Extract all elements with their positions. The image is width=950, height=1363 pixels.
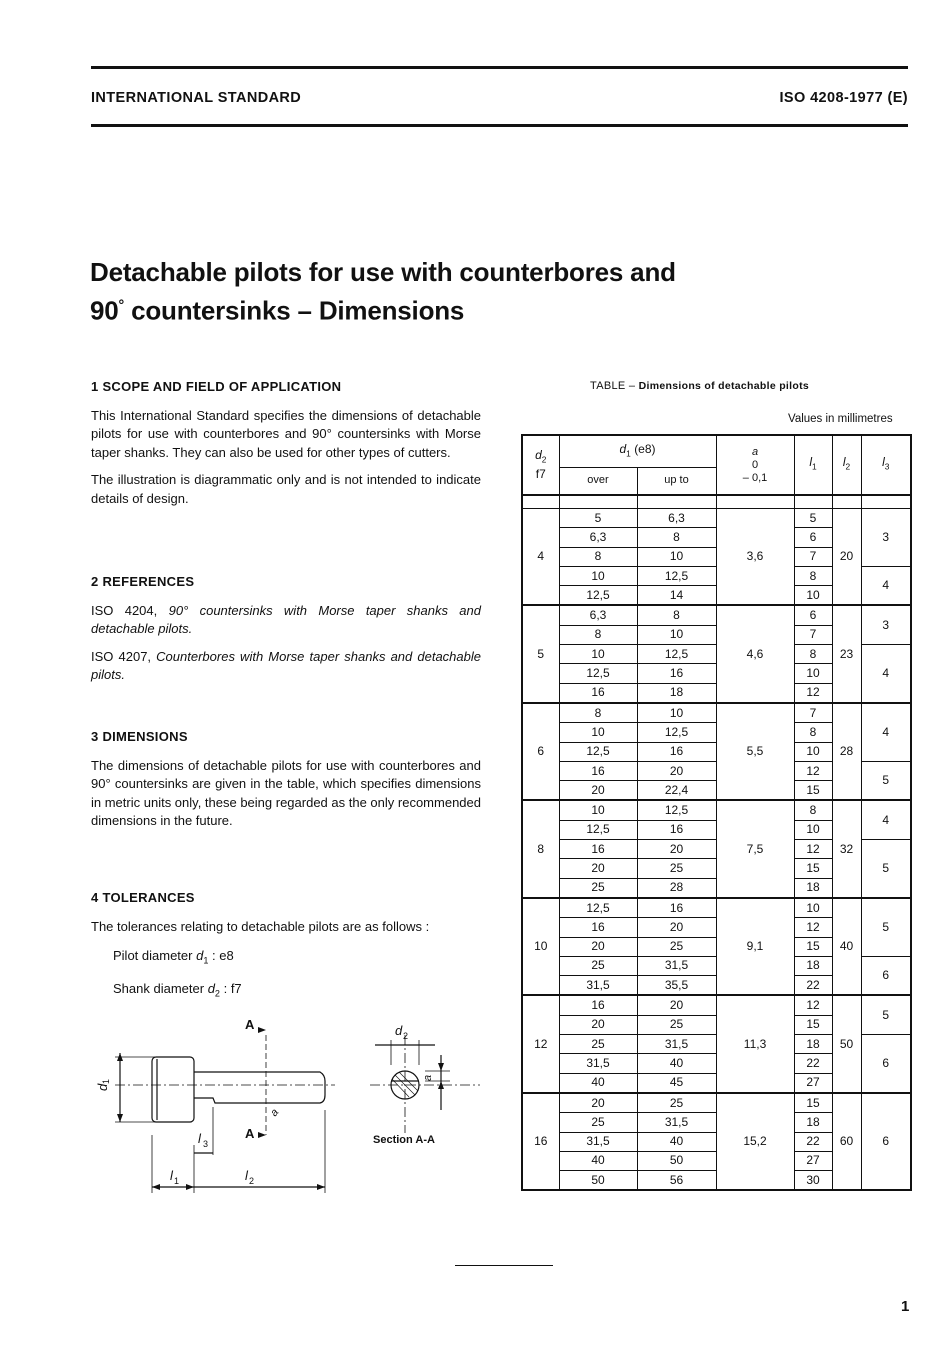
cell-d1-over: 20 <box>559 1015 637 1034</box>
cell-d1-over: 31,5 <box>559 1054 637 1073</box>
cell-d2: 5 <box>522 605 559 702</box>
document-title: Detachable pilots for use with counterbores and 90° countersinks – Dimensions <box>90 257 676 326</box>
cell-d1-over: 16 <box>559 995 637 1015</box>
cell-l1: 18 <box>794 1035 832 1054</box>
cell-d1-over: 16 <box>559 918 637 937</box>
cell-l1: 27 <box>794 1151 832 1170</box>
cell-l1: 10 <box>794 742 832 761</box>
footer-rule <box>455 1265 553 1266</box>
page-number: 1 <box>901 1298 910 1315</box>
cell-d1-over: 8 <box>559 547 637 566</box>
cell-l1: 10 <box>794 898 832 918</box>
cell-d1-up-to: 14 <box>637 586 716 606</box>
cell-l1: 18 <box>794 956 832 975</box>
cell-d1-up-to: 25 <box>637 937 716 956</box>
cell-d1-over: 5 <box>559 509 637 528</box>
label-l3: l <box>198 1131 201 1146</box>
cell-d1-over: 10 <box>559 723 637 742</box>
shank-diameter-tolerance: Shank diameter $d_2$ : f7 <box>113 981 242 999</box>
label-d2: d <box>395 1023 403 1038</box>
cell-l1: 8 <box>794 723 832 742</box>
cell-d1-over: 50 <box>559 1171 637 1191</box>
cell-l1: 22 <box>794 976 832 996</box>
table-row <box>522 509 911 528</box>
table-body <box>522 495 911 1190</box>
cell-d1-up-to: 31,5 <box>637 956 716 975</box>
table-spacer-row <box>522 495 911 509</box>
cell-d2: 10 <box>522 898 559 995</box>
cell-d1-over: 12,5 <box>559 664 637 683</box>
cell-l1: 12 <box>794 840 832 859</box>
reference-iso-4207: ISO 4207, Counterbores with Morse taper shanks and detachable pilots. <box>91 648 481 682</box>
section-caption: Section A-A <box>373 1134 435 1146</box>
cell-d1-up-to: 28 <box>637 878 716 898</box>
cell-l3: 4 <box>861 645 911 703</box>
section-1-title: 1 SCOPE AND FIELD OF APPLICATION <box>91 379 342 394</box>
cell-d1-up-to: 8 <box>637 605 716 625</box>
cell-l3: 3 <box>861 605 911 644</box>
section-label-a-bottom: A <box>245 1126 255 1141</box>
cell-d1-up-to: 16 <box>637 898 716 918</box>
cell-d1-up-to: 10 <box>637 547 716 566</box>
cell-d1-up-to: 25 <box>637 859 716 878</box>
cell-l1: 15 <box>794 1093 832 1113</box>
cell-d1-over: 6,3 <box>559 605 637 625</box>
cell-d1-over: 12,5 <box>559 742 637 761</box>
cell-l3: 6 <box>861 1035 911 1093</box>
cell-l1: 10 <box>794 586 832 606</box>
label-l1: l <box>170 1168 173 1183</box>
cell-d1-over: 6,3 <box>559 528 637 547</box>
label-d2-sub: 2 <box>403 1031 409 1041</box>
cell-d2: 8 <box>522 800 559 897</box>
cell-l3: 4 <box>861 566 911 605</box>
cell-l1: 12 <box>794 683 832 703</box>
cell-l3: 6 <box>861 956 911 995</box>
cell-d1-up-to: 40 <box>637 1132 716 1151</box>
col-l1: $l_1$ <box>794 435 832 495</box>
cell-d1-over: 8 <box>559 703 637 723</box>
col-d1-over: over <box>559 467 637 495</box>
cell-l3: 5 <box>861 840 911 898</box>
cell-d1-over: 40 <box>559 1151 637 1170</box>
cell-d1-up-to: 45 <box>637 1073 716 1093</box>
cell-l1: 12 <box>794 995 832 1015</box>
cell-d1-over: 12,5 <box>559 898 637 918</box>
cell-l1: 15 <box>794 781 832 801</box>
cell-d1-up-to: 25 <box>637 1093 716 1113</box>
label-a-section: a <box>422 1074 434 1081</box>
col-d1: $d_1$ (e8) <box>559 435 716 467</box>
label-l2: l <box>245 1168 248 1183</box>
section-3 <box>91 728 481 831</box>
label-d1-sub: 1 <box>101 1078 111 1084</box>
cell-l1: 18 <box>794 1113 832 1132</box>
cell-d1-up-to: 56 <box>637 1171 716 1191</box>
cell-l1: 8 <box>794 645 832 664</box>
section-label-a-top: A <box>245 1017 255 1032</box>
cell-d1-over: 25 <box>559 956 637 975</box>
section-4 <box>91 889 481 1003</box>
section-1-para-2: The illustration is diagrammatic only and is not intended to indicate details of design. <box>91 472 481 506</box>
cell-l1: 27 <box>794 1073 832 1093</box>
col-d1-up-to: up to <box>637 467 716 495</box>
header-right: ISO 4208-1977 (E) <box>779 90 908 106</box>
cell-l1: 22 <box>794 1054 832 1073</box>
cell-d1-up-to: 16 <box>637 742 716 761</box>
table-caption: TABLE – Dimensions of detachable pilots <box>590 380 809 392</box>
cell-a: 3,6 <box>716 509 794 606</box>
cell-a: 4,6 <box>716 605 794 702</box>
cell-d1-over: 16 <box>559 840 637 859</box>
cell-d2: 6 <box>522 703 559 800</box>
table-row <box>522 1093 911 1113</box>
cell-l2: 50 <box>832 995 861 1092</box>
cell-d1-up-to: 12,5 <box>637 566 716 585</box>
cell-l1: 5 <box>794 509 832 528</box>
header-bottom-rule <box>91 124 908 127</box>
cell-l1: 18 <box>794 878 832 898</box>
cell-d1-over: 12,5 <box>559 586 637 606</box>
cell-d1-over: 8 <box>559 625 637 644</box>
table-header-row <box>522 435 911 467</box>
pilot-shank <box>194 1072 325 1103</box>
cell-a: 15,2 <box>716 1093 794 1190</box>
cell-d1-over: 40 <box>559 1073 637 1093</box>
section-4-para-1: The tolerances relating to detachable pilots are as follows : <box>91 918 430 934</box>
cell-d1-over: 10 <box>559 800 637 820</box>
cell-l2: 28 <box>832 703 861 800</box>
cell-l2: 20 <box>832 509 861 606</box>
cell-d1-over: 12,5 <box>559 820 637 839</box>
cell-d1-up-to: 20 <box>637 761 716 780</box>
cell-d1-up-to: 18 <box>637 683 716 703</box>
cell-a: 7,5 <box>716 800 794 897</box>
cell-d1-over: 10 <box>559 566 637 585</box>
cell-l1: 6 <box>794 605 832 625</box>
reference-iso-4204: ISO 4204, 90° countersinks with Morse taper shanks and detachable pilots. <box>91 602 481 636</box>
cell-d1-up-to: 31,5 <box>637 1035 716 1054</box>
cell-d2: 16 <box>522 1093 559 1190</box>
cell-l3: 5 <box>861 898 911 956</box>
cell-d1-up-to: 20 <box>637 840 716 859</box>
cell-a: 5,5 <box>716 703 794 800</box>
cell-l1: 6 <box>794 528 832 547</box>
label-l3-sub: 3 <box>203 1139 209 1149</box>
cell-l2: 23 <box>832 605 861 702</box>
cell-l3: 4 <box>861 800 911 839</box>
cell-l2: 40 <box>832 898 861 995</box>
cell-d1-up-to: 12,5 <box>637 723 716 742</box>
col-l3: $l_3$ <box>861 435 911 495</box>
cell-l1: 7 <box>794 703 832 723</box>
cell-l1: 8 <box>794 800 832 820</box>
cell-d1-over: 20 <box>559 937 637 956</box>
cell-d1-up-to: 35,5 <box>637 976 716 996</box>
section-2 <box>91 573 481 685</box>
table-row <box>522 605 911 625</box>
cell-l3: 5 <box>861 995 911 1034</box>
section-4-title: 4 TOLERANCES <box>91 890 195 905</box>
cell-d1-up-to: 31,5 <box>637 1113 716 1132</box>
cell-d1-up-to: 12,5 <box>637 800 716 820</box>
cell-d1-up-to: 25 <box>637 1015 716 1034</box>
section-2-title: 2 REFERENCES <box>91 574 195 589</box>
cell-d2: 4 <box>522 509 559 606</box>
section-3-para-1: The dimensions of detachable pilots for use with counterbores and 90° countersinks are given in the table, which specifies dimensions in metric units only, these being regarded as the only recommended dimensions in the future. <box>91 757 481 828</box>
col-a: a 0 – 0,1 <box>716 435 794 495</box>
label-d1: d <box>95 1083 110 1091</box>
cell-d1-over: 10 <box>559 645 637 664</box>
cell-d2: 12 <box>522 995 559 1092</box>
cell-d1-over: 16 <box>559 761 637 780</box>
cell-d1-up-to: 50 <box>637 1151 716 1170</box>
cell-d1-up-to: 22,4 <box>637 781 716 801</box>
cell-d1-up-to: 12,5 <box>637 645 716 664</box>
cell-l1: 7 <box>794 547 832 566</box>
cell-l3: 5 <box>861 761 911 800</box>
cell-d1-up-to: 20 <box>637 918 716 937</box>
section-1-para-1: This International Standard specifies the dimensions of detachable pilots for use with counterbores and 90° countersinks with Morse taper shanks. They can also be used for other types of cutters. <box>91 407 481 460</box>
cell-d1-up-to: 20 <box>637 995 716 1015</box>
cell-d1-up-to: 40 <box>637 1054 716 1073</box>
cell-l2: 32 <box>832 800 861 897</box>
header-left: INTERNATIONAL STANDARD <box>91 90 302 106</box>
cell-d1-up-to: 16 <box>637 664 716 683</box>
cell-d1-up-to: 6,3 <box>637 509 716 528</box>
table-row <box>522 898 911 918</box>
values-note: Values in millimetres <box>788 413 893 425</box>
dimensions-table <box>521 434 912 1191</box>
cell-l3: 4 <box>861 703 911 761</box>
cell-d1-up-to: 10 <box>637 703 716 723</box>
cell-l1: 12 <box>794 918 832 937</box>
table-row <box>522 995 911 1015</box>
cell-l1: 30 <box>794 1171 832 1191</box>
table-row <box>522 800 911 820</box>
cell-l3: 3 <box>861 509 911 567</box>
label-l2-sub: 2 <box>249 1176 255 1186</box>
cell-l1: 15 <box>794 859 832 878</box>
label-a-shank: a <box>268 1106 282 1119</box>
cell-l1: 15 <box>794 1015 832 1034</box>
cell-l2: 60 <box>832 1093 861 1190</box>
pilot-diagram <box>95 1015 495 1200</box>
cell-l1: 22 <box>794 1132 832 1151</box>
cell-l1: 12 <box>794 761 832 780</box>
cell-d1-over: 25 <box>559 878 637 898</box>
cell-d1-over: 31,5 <box>559 976 637 996</box>
cell-l1: 10 <box>794 664 832 683</box>
cell-d1-over: 25 <box>559 1035 637 1054</box>
cell-l1: 7 <box>794 625 832 644</box>
cell-d1-up-to: 16 <box>637 820 716 839</box>
section-3-title: 3 DIMENSIONS <box>91 729 188 744</box>
cell-d1-over: 20 <box>559 1093 637 1113</box>
header-top-rule <box>91 66 908 69</box>
cell-a: 11,3 <box>716 995 794 1092</box>
pilot-diameter-tolerance: Pilot diameter $d_1$ : e8 <box>113 948 234 966</box>
cell-d1-over: 16 <box>559 683 637 703</box>
cell-l1: 15 <box>794 937 832 956</box>
col-d2: $d_2$ f7 <box>522 435 559 495</box>
table-row <box>522 703 911 723</box>
cell-l1: 8 <box>794 566 832 585</box>
cell-a: 9,1 <box>716 898 794 995</box>
pilot-head <box>152 1057 194 1122</box>
cell-d1-up-to: 10 <box>637 625 716 644</box>
cell-d1-over: 25 <box>559 1113 637 1132</box>
cell-l1: 10 <box>794 820 832 839</box>
cell-d1-over: 20 <box>559 781 637 801</box>
cell-d1-over: 20 <box>559 859 637 878</box>
section-1 <box>91 378 481 508</box>
label-l1-sub: 1 <box>174 1176 180 1186</box>
cell-d1-up-to: 8 <box>637 528 716 547</box>
cell-l3: 6 <box>861 1093 911 1190</box>
cell-d1-over: 31,5 <box>559 1132 637 1151</box>
col-l2: $l_2$ <box>832 435 861 495</box>
